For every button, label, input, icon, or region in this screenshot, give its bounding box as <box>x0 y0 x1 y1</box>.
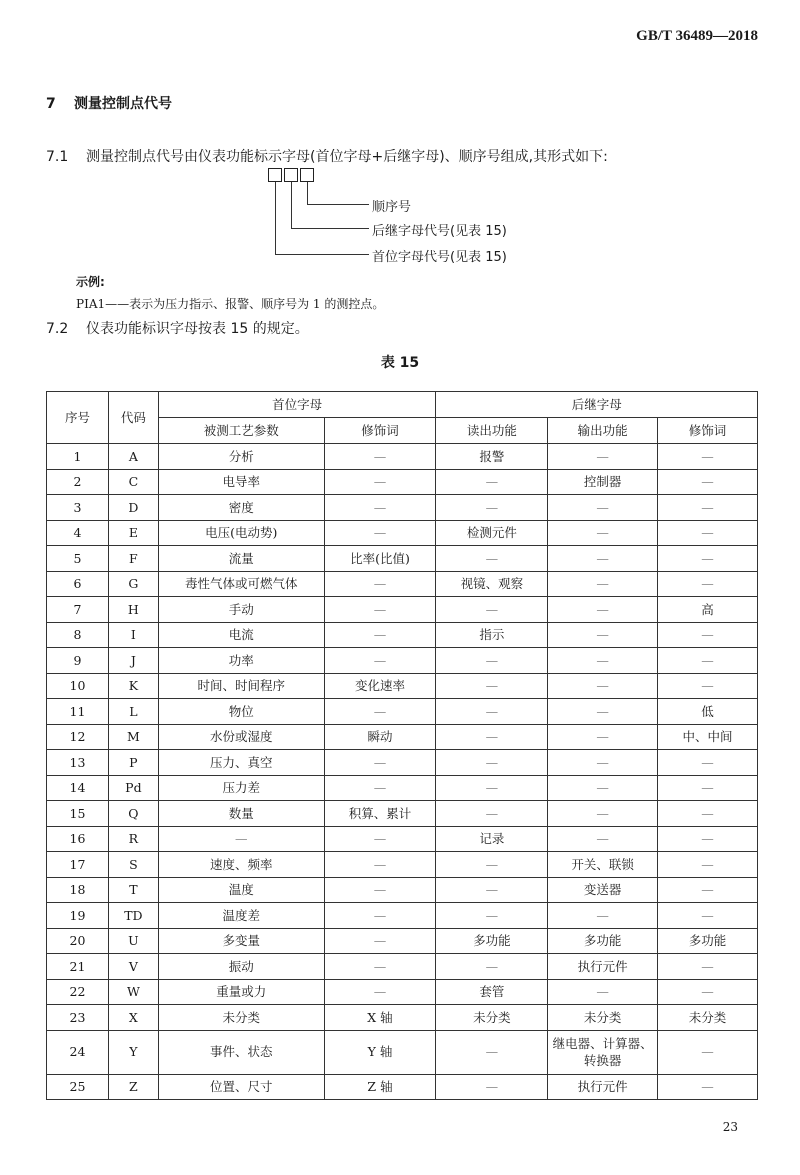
table-row <box>47 903 758 929</box>
seq-cell: 5 <box>47 546 109 572</box>
measured-param-cell: 物位 <box>158 699 324 725</box>
measured-param-cell: 数量 <box>158 801 324 827</box>
code-cell: E <box>108 520 158 546</box>
output-cell: — <box>548 571 658 597</box>
output-cell: 继电器、计算器、转换器 <box>548 1030 658 1074</box>
readout-cell: 报警 <box>436 444 548 470</box>
measured-param-cell: 未分类 <box>158 1005 324 1031</box>
output-cell: 开关、联锁 <box>548 852 658 878</box>
measured-param-cell: 流量 <box>158 546 324 572</box>
suffix-modifier-cell: — <box>658 826 758 852</box>
measured-param-cell: 电流 <box>158 622 324 648</box>
header-modifier: 修饰词 <box>324 418 436 444</box>
seq-cell: 9 <box>47 648 109 674</box>
paragraph-text: 仪表功能标识字母按表 15 的规定。 <box>86 321 309 337</box>
header-readout: 读出功能 <box>436 418 548 444</box>
readout-cell: — <box>436 673 548 699</box>
code-cell: W <box>108 979 158 1005</box>
seq-cell: 4 <box>47 520 109 546</box>
modifier-cell: — <box>324 495 436 521</box>
readout-cell: — <box>436 1074 548 1100</box>
output-cell: — <box>548 801 658 827</box>
header-measured-param: 被测工艺参数 <box>158 418 324 444</box>
paragraph-number: 7.1 <box>46 149 69 165</box>
modifier-cell: — <box>324 852 436 878</box>
seq-cell: 8 <box>47 622 109 648</box>
seq-cell: 11 <box>47 699 109 725</box>
readout-cell: 套管 <box>436 979 548 1005</box>
output-cell: 未分类 <box>548 1005 658 1031</box>
seq-cell: 25 <box>47 1074 109 1100</box>
table-row <box>47 775 758 801</box>
code-cell: Q <box>108 801 158 827</box>
code-cell: Y <box>108 1030 158 1074</box>
paragraph-7-1 <box>46 146 608 166</box>
modifier-cell: — <box>324 877 436 903</box>
output-cell: — <box>548 622 658 648</box>
suffix-modifier-cell: 未分类 <box>658 1005 758 1031</box>
modifier-cell: — <box>324 826 436 852</box>
page-number: 23 <box>722 1120 738 1134</box>
table-row <box>47 724 758 750</box>
standard-code: GB/T 36489—2018 <box>636 28 758 44</box>
seq-cell: 1 <box>47 444 109 470</box>
modifier-cell: — <box>324 775 436 801</box>
output-cell: — <box>548 750 658 776</box>
suffix-letter-box <box>284 168 298 182</box>
measured-param-cell: 温度 <box>158 877 324 903</box>
seq-cell: 3 <box>47 495 109 521</box>
modifier-cell: — <box>324 520 436 546</box>
code-cell: J <box>108 648 158 674</box>
seq-cell: 6 <box>47 571 109 597</box>
code-cell: L <box>108 699 158 725</box>
modifier-cell: — <box>324 597 436 623</box>
readout-cell: 记录 <box>436 826 548 852</box>
seq-cell: 20 <box>47 928 109 954</box>
table-row <box>47 979 758 1005</box>
readout-cell: — <box>436 648 548 674</box>
code-cell: I <box>108 622 158 648</box>
seq-cell: 10 <box>47 673 109 699</box>
measured-param-cell: 密度 <box>158 495 324 521</box>
modifier-cell: — <box>324 750 436 776</box>
readout-cell: — <box>436 954 548 980</box>
section-number: 7 <box>46 96 56 112</box>
measured-param-cell: 温度差 <box>158 903 324 929</box>
readout-cell: 未分类 <box>436 1005 548 1031</box>
output-cell: — <box>548 444 658 470</box>
code-cell: H <box>108 597 158 623</box>
paragraph-7-2 <box>46 318 309 338</box>
seq-cell: 21 <box>47 954 109 980</box>
seq-cell: 7 <box>47 597 109 623</box>
suffix-modifier-cell: — <box>658 520 758 546</box>
readout-cell: 指示 <box>436 622 548 648</box>
suffix-modifier-cell: — <box>658 673 758 699</box>
readout-cell: — <box>436 852 548 878</box>
table-row <box>47 826 758 852</box>
readout-cell: — <box>436 495 548 521</box>
table-row <box>47 1030 758 1074</box>
table-row <box>47 699 758 725</box>
suffix-modifier-cell: — <box>658 903 758 929</box>
measured-param-cell: 速度、频率 <box>158 852 324 878</box>
readout-cell: — <box>436 1030 548 1074</box>
modifier-cell: — <box>324 903 436 929</box>
table-row <box>47 469 758 495</box>
code-cell: TD <box>108 903 158 929</box>
output-cell: — <box>548 699 658 725</box>
paragraph-number: 7.2 <box>46 321 69 337</box>
first-code-label: 首位字母代号(见表 15) <box>372 250 507 265</box>
seq-cell: 13 <box>47 750 109 776</box>
code-cell: X <box>108 1005 158 1031</box>
modifier-cell: 变化速率 <box>324 673 436 699</box>
modifier-cell: 瞬动 <box>324 724 436 750</box>
table-row <box>47 1074 758 1100</box>
suffix-modifier-cell: — <box>658 469 758 495</box>
code-cell: P <box>108 750 158 776</box>
measured-param-cell: 重量或力 <box>158 979 324 1005</box>
suffix-modifier-cell: — <box>658 775 758 801</box>
modifier-cell: — <box>324 571 436 597</box>
header-seq: 序号 <box>47 392 109 444</box>
code-cell: M <box>108 724 158 750</box>
suffix-modifier-cell: 多功能 <box>658 928 758 954</box>
readout-cell: 多功能 <box>436 928 548 954</box>
measured-param-cell: 水份或湿度 <box>158 724 324 750</box>
output-cell: — <box>548 520 658 546</box>
table-row <box>47 852 758 878</box>
code-cell: R <box>108 826 158 852</box>
seq-cell: 16 <box>47 826 109 852</box>
first-letter-box <box>268 168 282 182</box>
table-row <box>47 954 758 980</box>
output-cell: — <box>548 979 658 1005</box>
suffix-modifier-cell: — <box>658 954 758 980</box>
modifier-cell: — <box>324 648 436 674</box>
readout-cell: — <box>436 775 548 801</box>
measured-param-cell: 振动 <box>158 954 324 980</box>
suffix-modifier-cell: — <box>658 852 758 878</box>
seq-cell: 22 <box>47 979 109 1005</box>
seq-cell: 2 <box>47 469 109 495</box>
output-cell: — <box>548 724 658 750</box>
output-cell: 变送器 <box>548 877 658 903</box>
table-caption: 表 15 <box>380 355 420 371</box>
table-row <box>47 444 758 470</box>
readout-cell: — <box>436 903 548 929</box>
suffix-modifier-cell: — <box>658 1074 758 1100</box>
code-cell: U <box>108 928 158 954</box>
table-row <box>47 1005 758 1031</box>
modifier-cell: — <box>324 928 436 954</box>
seq-cell: 15 <box>47 801 109 827</box>
output-cell: 多功能 <box>548 928 658 954</box>
measured-param-cell: 压力、真空 <box>158 750 324 776</box>
suffix-modifier-cell: — <box>658 444 758 470</box>
seq-cell: 23 <box>47 1005 109 1031</box>
readout-cell: 检测元件 <box>436 520 548 546</box>
readout-cell: — <box>436 699 548 725</box>
header-output: 输出功能 <box>548 418 658 444</box>
header-code: 代码 <box>108 392 158 444</box>
code-cell: S <box>108 852 158 878</box>
modifier-cell: — <box>324 954 436 980</box>
modifier-cell: 积算、累计 <box>324 801 436 827</box>
output-cell: — <box>548 826 658 852</box>
output-cell: 控制器 <box>548 469 658 495</box>
measured-param-cell: 时间、时间程序 <box>158 673 324 699</box>
output-cell: — <box>548 597 658 623</box>
suffix-code-label: 后继字母代号(见表 15) <box>372 224 507 239</box>
seq-cell: 18 <box>47 877 109 903</box>
table-row <box>47 597 758 623</box>
code-cell: V <box>108 954 158 980</box>
measured-param-cell: 毒性气体或可燃气体 <box>158 571 324 597</box>
measured-param-cell: 手动 <box>158 597 324 623</box>
readout-cell: — <box>436 469 548 495</box>
measured-param-cell: 位置、尺寸 <box>158 1074 324 1100</box>
code-cell: K <box>108 673 158 699</box>
code-format-diagram <box>268 168 588 268</box>
sequence-label: 顺序号 <box>372 200 412 215</box>
table-row <box>47 495 758 521</box>
suffix-modifier-cell: — <box>658 571 758 597</box>
code-cell: Z <box>108 1074 158 1100</box>
code-cell: D <box>108 495 158 521</box>
measured-param-cell: 多变量 <box>158 928 324 954</box>
measured-param-cell: 压力差 <box>158 775 324 801</box>
measured-param-cell: 分析 <box>158 444 324 470</box>
seq-cell: 24 <box>47 1030 109 1074</box>
readout-cell: — <box>436 546 548 572</box>
example-text: PIA1——表示为压力指示、报警、顺序号为 1 的测控点。 <box>76 297 385 311</box>
modifier-cell: — <box>324 622 436 648</box>
seq-cell: 12 <box>47 724 109 750</box>
output-cell: — <box>548 546 658 572</box>
suffix-modifier-cell: — <box>658 750 758 776</box>
suffix-modifier-cell: 中、中间 <box>658 724 758 750</box>
code-cell: Pd <box>108 775 158 801</box>
code-cell: T <box>108 877 158 903</box>
table-row <box>47 801 758 827</box>
readout-cell: — <box>436 750 548 776</box>
example-label: 示例: <box>76 275 105 289</box>
measured-param-cell: — <box>158 826 324 852</box>
suffix-modifier-cell: — <box>658 979 758 1005</box>
measured-param-cell: 事件、状态 <box>158 1030 324 1074</box>
table-row <box>47 673 758 699</box>
output-cell: — <box>548 673 658 699</box>
readout-cell: — <box>436 801 548 827</box>
modifier-cell: — <box>324 469 436 495</box>
measured-param-cell: 电压(电动势) <box>158 520 324 546</box>
suffix-modifier-cell: — <box>658 877 758 903</box>
code-cell: G <box>108 571 158 597</box>
suffix-modifier-cell: 低 <box>658 699 758 725</box>
suffix-modifier-cell: — <box>658 801 758 827</box>
suffix-modifier-cell: — <box>658 546 758 572</box>
output-cell: — <box>548 495 658 521</box>
section-title <box>46 93 172 113</box>
modifier-cell: Y 轴 <box>324 1030 436 1074</box>
suffix-modifier-cell: — <box>658 648 758 674</box>
suffix-modifier-cell: — <box>658 622 758 648</box>
output-cell: 执行元件 <box>548 1074 658 1100</box>
code-cell: C <box>108 469 158 495</box>
modifier-cell: Z 轴 <box>324 1074 436 1100</box>
header-suffix-modifier: 修饰词 <box>658 418 758 444</box>
code-cell: A <box>108 444 158 470</box>
seq-cell: 17 <box>47 852 109 878</box>
suffix-modifier-cell: — <box>658 495 758 521</box>
output-cell: 执行元件 <box>548 954 658 980</box>
suffix-modifier-cell: 高 <box>658 597 758 623</box>
header-suffix-letter: 后继字母 <box>436 392 758 418</box>
table-row <box>47 520 758 546</box>
readout-cell: — <box>436 597 548 623</box>
header-first-letter: 首位字母 <box>158 392 436 418</box>
seq-cell: 19 <box>47 903 109 929</box>
table-row <box>47 877 758 903</box>
modifier-cell: — <box>324 444 436 470</box>
output-cell: — <box>548 648 658 674</box>
sequence-box <box>300 168 314 182</box>
measured-param-cell: 电导率 <box>158 469 324 495</box>
modifier-cell: — <box>324 979 436 1005</box>
modifier-cell: 比率(比值) <box>324 546 436 572</box>
readout-cell: — <box>436 877 548 903</box>
measured-param-cell: 功率 <box>158 648 324 674</box>
code-cell: F <box>108 546 158 572</box>
seq-cell: 14 <box>47 775 109 801</box>
table-row <box>47 546 758 572</box>
table-row <box>47 750 758 776</box>
output-cell: — <box>548 775 658 801</box>
letter-code-table <box>46 391 758 1100</box>
modifier-cell: — <box>324 699 436 725</box>
suffix-modifier-cell: — <box>658 1030 758 1074</box>
table-row <box>47 928 758 954</box>
paragraph-text: 测量控制点代号由仪表功能标示字母(首位字母+后继字母)、顺序号组成,其形式如下: <box>86 149 608 165</box>
section-title-text: 测量控制点代号 <box>74 96 172 112</box>
readout-cell: — <box>436 724 548 750</box>
table-row <box>47 622 758 648</box>
output-cell: — <box>548 903 658 929</box>
table-row <box>47 648 758 674</box>
modifier-cell: X 轴 <box>324 1005 436 1031</box>
table-row <box>47 571 758 597</box>
readout-cell: 视镜、观察 <box>436 571 548 597</box>
